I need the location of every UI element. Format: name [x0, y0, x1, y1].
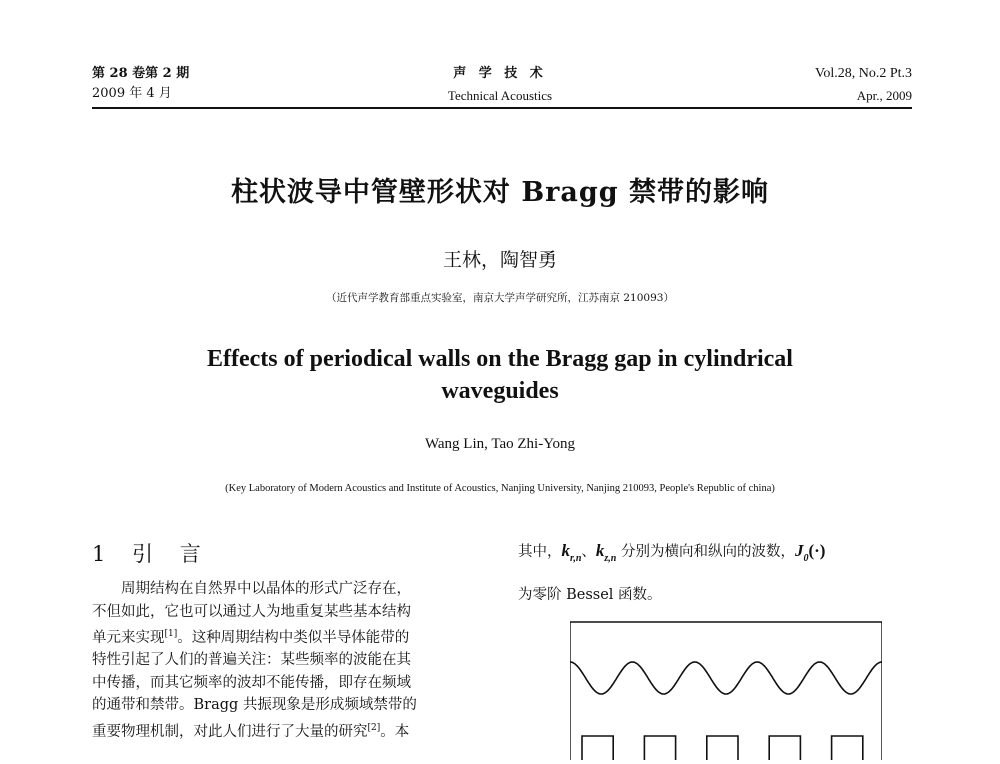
intro-line-7b: 。本: [380, 723, 410, 740]
intro-line-7a: 重要物理机制，对此人们进行了大量的研究: [92, 723, 368, 740]
rect-wall-segment: [769, 736, 800, 760]
rectangular-wall-profile: [582, 736, 863, 760]
intro-line-1: 周期结构在自然界中以晶体的形式广泛存在，: [92, 581, 411, 597]
sinusoidal-wall-profile: [570, 662, 882, 694]
authors-en: Wang Lin, Tao Zhi-Yong: [424, 436, 576, 452]
journal-volume-en: Vol.28, No.2 Pt.3: [815, 66, 912, 81]
k-r-symbol: [561, 541, 582, 564]
rect-wall-segment: [832, 736, 863, 760]
text-prefix: 其中，: [518, 544, 562, 560]
rect-wall-segment: [707, 736, 738, 760]
intro-line-3a: 单元来实现: [92, 629, 165, 646]
header-rule: [92, 107, 912, 109]
paper-title-en-line2: waveguides: [441, 378, 559, 404]
intro-line-5: 中传播，而其它频率的波却不能传播，即存在频域: [92, 674, 411, 691]
intro-line-4: 特性引起了人们的普遍关注：某些频率的波能在其: [92, 652, 411, 669]
section-heading-introduction: 1 引 言: [92, 542, 211, 566]
paper-title-cn: 柱状波导中管壁形状对 Bragg 禁带的影响: [230, 177, 770, 208]
separator: 、: [581, 544, 596, 560]
journal-date-cn: 2009 年 4 月: [92, 86, 172, 101]
right-column-text: [518, 540, 918, 606]
j-letter: J: [794, 541, 804, 560]
intro-line-7: [92, 717, 502, 743]
citation-2[interactable]: [2]: [367, 722, 381, 733]
authors-cn: 王林，陶智勇: [442, 249, 557, 271]
paper-title-en: [0, 343, 1000, 407]
affiliation-en: (Key Laboratory of Modern Acoustics and Institute of Acoustics, Nanjing University, Nanjing 210093, People's Republic of china): [225, 483, 775, 494]
text-middle: 分别为横向和纵向的波数，: [616, 544, 795, 560]
figure-svg: [570, 618, 882, 760]
bessel-j0-symbol: [794, 541, 826, 564]
intro-line-2: 不但如此，它也可以通过人为地重复某些基本结构: [92, 603, 411, 620]
affiliation-cn: （近代声学教育部重点实验室，南京大学声学研究所，江苏南京 210093）: [326, 292, 674, 304]
intro-line-3: [92, 623, 502, 649]
intro-line-6: 的通带和禁带。Bragg 共振现象是形成频域禁带的: [92, 697, 417, 714]
introduction-paragraph: [92, 578, 502, 743]
k-z-symbol: [595, 541, 617, 564]
k-r-subscript: r,n: [570, 553, 582, 564]
journal-name-cn: 声 学 技 术: [453, 66, 547, 81]
waveguide-wall-profile-figure: [570, 618, 882, 760]
journal-date-en: Apr., 2009: [856, 88, 912, 103]
k-r-letter: k: [561, 541, 570, 560]
rect-wall-segment: [582, 736, 613, 760]
k-z-letter: k: [595, 541, 605, 560]
intro-line-3b: 。这种周期结构中类似半导体能带的: [177, 629, 410, 646]
j-argument: (·): [808, 541, 826, 560]
citation-1[interactable]: [1]: [164, 629, 178, 639]
j-subscript: 0: [803, 553, 809, 564]
journal-volume: 第 28 卷第 2 期: [92, 66, 190, 81]
bessel-sentence: 为零阶 Bessel 函数。: [518, 587, 662, 603]
rect-wall-segment: [644, 736, 675, 760]
journal-name-en: Technical Acoustics: [447, 88, 553, 103]
paper-title-en-line1: Effects of periodical walls on the Bragg gap in cylindrical: [207, 346, 793, 372]
k-z-subscript: z,n: [604, 553, 617, 564]
wavenumber-sentence: [518, 540, 918, 570]
